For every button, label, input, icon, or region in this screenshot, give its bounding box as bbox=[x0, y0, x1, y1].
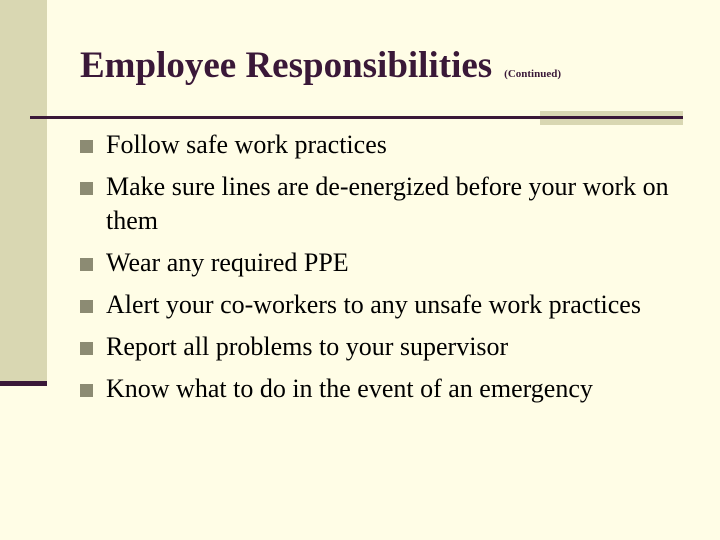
bullet-text: Wear any required PPE bbox=[106, 248, 349, 277]
title-main-text: Employee Responsibilities bbox=[80, 45, 493, 86]
bullet-text: Follow safe work practices bbox=[106, 130, 387, 159]
side-accent-rule bbox=[0, 381, 47, 386]
square-bullet-icon bbox=[80, 342, 93, 355]
square-bullet-icon bbox=[80, 182, 93, 195]
bullet-text: Know what to do in the event of an emergency bbox=[106, 374, 593, 403]
list-item bbox=[80, 330, 680, 364]
square-bullet-icon bbox=[80, 258, 93, 271]
list-item bbox=[80, 372, 680, 406]
slide-title bbox=[80, 44, 561, 94]
title-divider-accent bbox=[540, 116, 683, 119]
list-item bbox=[80, 128, 680, 162]
side-accent-band bbox=[0, 0, 47, 381]
square-bullet-icon bbox=[80, 140, 93, 153]
bullet-list bbox=[80, 128, 680, 414]
title-continued-label: (Continued) bbox=[504, 68, 562, 80]
list-item bbox=[80, 246, 680, 280]
bullet-text: Make sure lines are de-energized before your work on them bbox=[106, 172, 669, 235]
square-bullet-icon bbox=[80, 300, 93, 313]
list-item bbox=[80, 170, 680, 238]
square-bullet-icon bbox=[80, 384, 93, 397]
bullet-text: Alert your co-workers to any unsafe work practices bbox=[106, 290, 641, 319]
list-item bbox=[80, 288, 680, 322]
bullet-text: Report all problems to your supervisor bbox=[106, 332, 509, 361]
